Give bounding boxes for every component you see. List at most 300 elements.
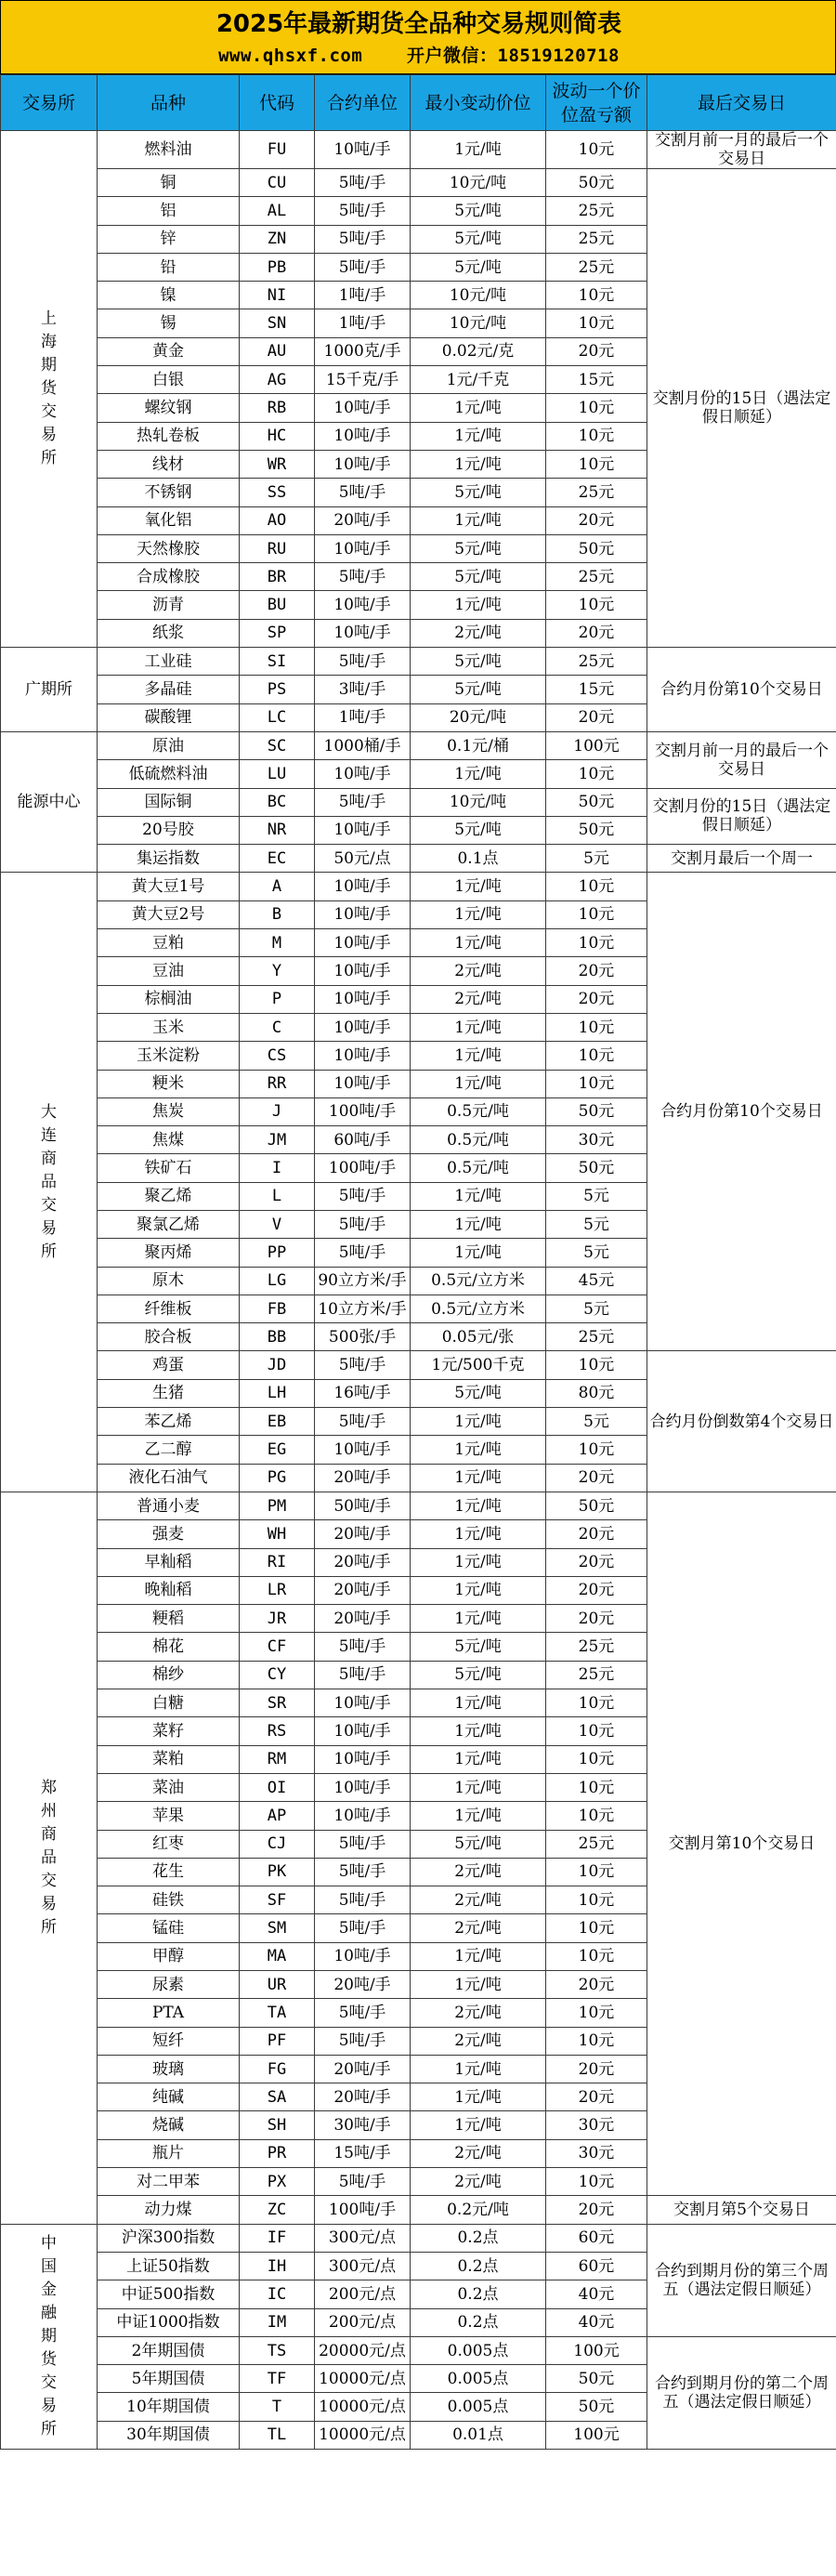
tick-value-cell: 40元 (546, 2280, 647, 2308)
tick-size-cell: 1元/吨 (411, 1605, 546, 1633)
last-trading-day-cell: 合约到期月份的第二个周五（遇法定假日顺延） (647, 2336, 836, 2449)
table-row (1, 2196, 836, 2224)
contract-unit-cell: 10吨/手 (315, 131, 411, 169)
tick-value-cell: 25元 (546, 225, 647, 253)
code-cell: PB (240, 253, 315, 281)
tick-size-cell: 10元/吨 (411, 282, 546, 309)
tick-value-cell: 100元 (546, 2421, 647, 2449)
code-cell: TL (240, 2421, 315, 2449)
tick-size-cell: 0.5元/吨 (411, 1097, 546, 1125)
contract-unit-cell: 100吨/手 (315, 2196, 411, 2224)
last-trading-day-cell: 合约月份第10个交易日 (647, 873, 836, 1351)
tick-value-cell: 20元 (546, 703, 647, 731)
tick-value-cell: 50元 (546, 816, 647, 844)
product-cell: 铁矿石 (98, 1154, 240, 1182)
product-cell: 短纤 (98, 2027, 240, 2055)
last-trading-day-cell: 交割月份的15日（遇法定假日顺延） (647, 169, 836, 648)
page-subtitle: www.qhsxf.com 开户微信：18519120718 (218, 46, 620, 66)
code-cell: V (240, 1210, 315, 1238)
tick-value-cell: 25元 (546, 1661, 647, 1689)
header-code: 代码 (240, 75, 315, 131)
tick-size-cell: 1元/吨 (411, 1492, 546, 1519)
last-trading-day-cell: 交割月份的15日（遇法定假日顺延） (647, 788, 836, 845)
code-cell: BC (240, 788, 315, 816)
code-cell: ZC (240, 2196, 315, 2224)
product-cell: 硅铁 (98, 1886, 240, 1914)
contract-unit-cell: 300元/点 (315, 2224, 411, 2252)
product-cell: 聚丙烯 (98, 1239, 240, 1267)
tick-size-cell: 2元/吨 (411, 619, 546, 647)
tick-value-cell: 10元 (546, 1689, 647, 1717)
tick-value-cell: 5元 (546, 845, 647, 873)
contract-unit-cell: 20吨/手 (315, 1548, 411, 1576)
contract-unit-cell: 3吨/手 (315, 676, 411, 703)
tick-value-cell: 10元 (546, 1802, 647, 1830)
code-cell: SM (240, 1914, 315, 1942)
tick-value-cell: 10元 (546, 1858, 647, 1886)
product-cell: 白银 (98, 366, 240, 394)
code-cell: SN (240, 309, 315, 337)
product-cell: 胶合板 (98, 1323, 240, 1351)
tick-value-cell: 10元 (546, 1436, 647, 1464)
tick-value-cell: 10元 (546, 2027, 647, 2055)
tick-size-cell: 5元/吨 (411, 1661, 546, 1689)
contract-unit-cell: 10吨/手 (315, 1773, 411, 1801)
product-cell: 菜粕 (98, 1745, 240, 1773)
code-cell: SS (240, 479, 315, 506)
code-cell: A (240, 873, 315, 900)
tick-value-cell: 10元 (546, 309, 647, 337)
product-cell: 纤维板 (98, 1295, 240, 1322)
code-cell: C (240, 1013, 315, 1041)
product-cell: 普通小麦 (98, 1492, 240, 1519)
product-cell: 工业硅 (98, 648, 240, 676)
tick-value-cell: 10元 (546, 1070, 647, 1097)
code-cell: BB (240, 1323, 315, 1351)
product-cell: 5年期国债 (98, 2365, 240, 2393)
tick-value-cell: 5元 (546, 1210, 647, 1238)
contract-unit-cell: 10吨/手 (315, 1717, 411, 1745)
tick-value-cell: 50元 (546, 788, 647, 816)
contract-unit-cell: 5吨/手 (315, 253, 411, 281)
contract-unit-cell: 10000元/点 (315, 2393, 411, 2421)
tick-size-cell: 2元/吨 (411, 1886, 546, 1914)
contract-unit-cell: 10吨/手 (315, 816, 411, 844)
tick-value-cell: 45元 (546, 1267, 647, 1295)
title-banner (0, 0, 836, 74)
product-cell: 国际铜 (98, 788, 240, 816)
product-cell: 聚乙烯 (98, 1182, 240, 1210)
contract-unit-cell: 10吨/手 (315, 929, 411, 957)
code-cell: P (240, 985, 315, 1013)
code-cell: JD (240, 1351, 315, 1379)
code-cell: RU (240, 534, 315, 562)
tick-value-cell: 60元 (546, 2224, 647, 2252)
header-product: 品种 (98, 75, 240, 131)
product-cell: 沥青 (98, 591, 240, 619)
product-cell: 镍 (98, 282, 240, 309)
contract-unit-cell: 16吨/手 (315, 1379, 411, 1407)
tick-value-cell: 50元 (546, 169, 647, 197)
table-row (1, 1492, 836, 1519)
code-cell: PM (240, 1492, 315, 1519)
contract-unit-cell: 10吨/手 (315, 450, 411, 478)
contract-unit-cell: 20吨/手 (315, 2083, 411, 2111)
last-trading-day-cell: 交割月前一月的最后一个交易日 (647, 731, 836, 788)
product-cell: PTA (98, 1999, 240, 2027)
product-cell: 碳酸锂 (98, 703, 240, 731)
product-cell: 不锈钢 (98, 479, 240, 506)
contract-unit-cell: 10吨/手 (315, 1042, 411, 1070)
contract-unit-cell: 5吨/手 (315, 1830, 411, 1858)
tick-size-cell: 0.05元/张 (411, 1323, 546, 1351)
code-cell: CU (240, 169, 315, 197)
contract-unit-cell: 5吨/手 (315, 1408, 411, 1436)
code-cell: SI (240, 648, 315, 676)
tick-value-cell: 10元 (546, 1351, 647, 1379)
code-cell: PG (240, 1464, 315, 1492)
tick-size-cell: 1元/吨 (411, 2055, 546, 2083)
tick-size-cell: 1元/吨 (411, 1942, 546, 1970)
tick-value-cell: 10元 (546, 929, 647, 957)
code-cell: PF (240, 2027, 315, 2055)
tick-value-cell: 10元 (546, 591, 647, 619)
tick-value-cell: 10元 (546, 1717, 647, 1745)
table-body (1, 131, 836, 2450)
code-cell: PS (240, 676, 315, 703)
contract-unit-cell: 10吨/手 (315, 1802, 411, 1830)
product-cell: 棉纱 (98, 1661, 240, 1689)
tick-size-cell: 2元/吨 (411, 985, 546, 1013)
contract-unit-cell: 10吨/手 (315, 873, 411, 900)
code-cell: LU (240, 760, 315, 788)
code-cell: CF (240, 1633, 315, 1661)
code-cell: FG (240, 2055, 315, 2083)
product-cell: 纸浆 (98, 619, 240, 647)
code-cell: TS (240, 2336, 315, 2364)
code-cell: LH (240, 1379, 315, 1407)
tick-value-cell: 25元 (546, 648, 647, 676)
contract-unit-cell: 1000桶/手 (315, 731, 411, 759)
tick-value-cell: 25元 (546, 563, 647, 591)
exchange-cell (1, 648, 98, 732)
tick-value-cell: 10元 (546, 1942, 647, 1970)
contract-unit-cell: 10吨/手 (315, 591, 411, 619)
tick-size-cell: 0.2点 (411, 2252, 546, 2280)
contract-unit-cell: 1吨/手 (315, 282, 411, 309)
tick-size-cell: 1元/吨 (411, 1745, 546, 1773)
code-cell: EC (240, 845, 315, 873)
contract-unit-cell: 30吨/手 (315, 2111, 411, 2139)
product-cell: 铅 (98, 253, 240, 281)
header-tick-value: 波动一个价位盈亏额 (546, 75, 647, 131)
tick-value-cell: 20元 (546, 957, 647, 985)
code-cell: FB (240, 1295, 315, 1322)
product-cell: 黄金 (98, 337, 240, 365)
product-cell: 铜 (98, 169, 240, 197)
contract-unit-cell: 10吨/手 (315, 1689, 411, 1717)
product-cell: 线材 (98, 450, 240, 478)
tick-size-cell: 1元/吨 (411, 450, 546, 478)
tick-size-cell: 1元/吨 (411, 1576, 546, 1604)
tick-size-cell: 1元/吨 (411, 1802, 546, 1830)
exchange-name: 广期所 (25, 679, 72, 699)
contract-unit-cell: 10吨/手 (315, 760, 411, 788)
exchange-cell (1, 131, 98, 648)
tick-value-cell: 20元 (546, 506, 647, 534)
contract-unit-cell: 20吨/手 (315, 1971, 411, 1999)
tick-size-cell: 1元/千克 (411, 366, 546, 394)
tick-size-cell: 2元/吨 (411, 1914, 546, 1942)
tick-value-cell: 10元 (546, 2168, 647, 2196)
product-cell: 原木 (98, 1267, 240, 1295)
contract-unit-cell: 10吨/手 (315, 1436, 411, 1464)
tick-size-cell: 2元/吨 (411, 2168, 546, 2196)
tick-size-cell: 5元/吨 (411, 1633, 546, 1661)
tick-size-cell: 1元/吨 (411, 760, 546, 788)
contract-unit-cell: 10吨/手 (315, 619, 411, 647)
contract-unit-cell: 5吨/手 (315, 788, 411, 816)
tick-size-cell: 0.2点 (411, 2308, 546, 2336)
product-cell: 集运指数 (98, 845, 240, 873)
tick-size-cell: 1元/吨 (411, 929, 546, 957)
tick-value-cell: 80元 (546, 1379, 647, 1407)
tick-size-cell: 1元/吨 (411, 1971, 546, 1999)
tick-size-cell: 5元/吨 (411, 816, 546, 844)
tick-value-cell: 30元 (546, 2139, 647, 2167)
code-cell: PK (240, 1858, 315, 1886)
table-row (1, 648, 836, 676)
tick-value-cell: 30元 (546, 1126, 647, 1154)
contract-unit-cell: 10吨/手 (315, 394, 411, 422)
product-cell: 粳米 (98, 1070, 240, 1097)
contract-unit-cell: 10吨/手 (315, 422, 411, 450)
contract-unit-cell: 15吨/手 (315, 2139, 411, 2167)
last-trading-day-cell: 合约到期月份的第三个周五（遇法定假日顺延） (647, 2224, 836, 2336)
contract-unit-cell: 500张/手 (315, 1323, 411, 1351)
tick-value-cell: 20元 (546, 2083, 647, 2111)
tick-size-cell: 5元/吨 (411, 253, 546, 281)
tick-size-cell: 1元/吨 (411, 1013, 546, 1041)
tick-size-cell: 2元/吨 (411, 1999, 546, 2027)
tick-value-cell: 15元 (546, 366, 647, 394)
tick-value-cell: 20元 (546, 1576, 647, 1604)
product-cell: 生猪 (98, 1379, 240, 1407)
tick-value-cell: 30元 (546, 2111, 647, 2139)
code-cell: T (240, 2393, 315, 2421)
product-cell: 中证500指数 (98, 2280, 240, 2308)
tick-size-cell: 1元/吨 (411, 873, 546, 900)
code-cell: PP (240, 1239, 315, 1267)
contract-unit-cell: 5吨/手 (315, 1661, 411, 1689)
tick-size-cell: 1元/吨 (411, 394, 546, 422)
tick-value-cell: 10元 (546, 282, 647, 309)
tick-size-cell: 2元/吨 (411, 1858, 546, 1886)
tick-value-cell: 50元 (546, 1154, 647, 1182)
product-cell: 多晶硅 (98, 676, 240, 703)
tick-size-cell: 1元/吨 (411, 1520, 546, 1548)
table-row (1, 845, 836, 873)
contract-unit-cell: 5吨/手 (315, 1239, 411, 1267)
code-cell: IH (240, 2252, 315, 2280)
tick-size-cell: 1元/吨 (411, 422, 546, 450)
contract-unit-cell: 5吨/手 (315, 1182, 411, 1210)
code-cell: CJ (240, 1830, 315, 1858)
product-cell: 黄大豆2号 (98, 900, 240, 928)
code-cell: RB (240, 394, 315, 422)
code-cell: L (240, 1182, 315, 1210)
contract-unit-cell: 5吨/手 (315, 2027, 411, 2055)
tick-value-cell: 25元 (546, 1323, 647, 1351)
code-cell: I (240, 1154, 315, 1182)
product-cell: 烧碱 (98, 2111, 240, 2139)
contract-unit-cell: 90立方米/手 (315, 1267, 411, 1295)
contract-unit-cell: 10吨/手 (315, 1745, 411, 1773)
contract-unit-cell: 20吨/手 (315, 1576, 411, 1604)
tick-size-cell: 5元/吨 (411, 1830, 546, 1858)
contract-unit-cell: 5吨/手 (315, 1999, 411, 2027)
tick-size-cell: 5元/吨 (411, 197, 546, 225)
product-cell: 尿素 (98, 1971, 240, 1999)
code-cell: ZN (240, 225, 315, 253)
last-trading-day-cell: 交割月第5个交易日 (647, 2196, 836, 2224)
tick-value-cell: 25元 (546, 1830, 647, 1858)
table-row (1, 131, 836, 169)
product-cell: 鸡蛋 (98, 1351, 240, 1379)
tick-value-cell: 40元 (546, 2308, 647, 2336)
product-cell: 聚氯乙烯 (98, 1210, 240, 1238)
product-cell: 铝 (98, 197, 240, 225)
code-cell: IF (240, 2224, 315, 2252)
contract-unit-cell: 60吨/手 (315, 1126, 411, 1154)
last-trading-day-cell: 交割月前一月的最后一个交易日 (647, 131, 836, 169)
code-cell: WH (240, 1520, 315, 1548)
exchange-name: 上海期货交易所 (41, 309, 57, 468)
contract-unit-cell: 5吨/手 (315, 2168, 411, 2196)
tick-size-cell: 5元/吨 (411, 563, 546, 591)
tick-value-cell: 15元 (546, 676, 647, 703)
product-cell: 中证1000指数 (98, 2308, 240, 2336)
product-cell: 锰硅 (98, 1914, 240, 1942)
code-cell: B (240, 900, 315, 928)
code-cell: SP (240, 619, 315, 647)
tick-size-cell: 0.5元/吨 (411, 1154, 546, 1182)
product-cell: 锌 (98, 225, 240, 253)
exchange-name: 大连商品交易所 (41, 1102, 57, 1261)
tick-value-cell: 5元 (546, 1239, 647, 1267)
tick-value-cell: 5元 (546, 1182, 647, 1210)
product-cell: 螺纹钢 (98, 394, 240, 422)
code-cell: MA (240, 1942, 315, 1970)
product-cell: 氧化铝 (98, 506, 240, 534)
contract-unit-cell: 1吨/手 (315, 309, 411, 337)
tick-size-cell: 0.1点 (411, 845, 546, 873)
tick-value-cell: 10元 (546, 873, 647, 900)
tick-size-cell: 1元/吨 (411, 1408, 546, 1436)
tick-value-cell: 50元 (546, 1097, 647, 1125)
product-cell: 2年期国债 (98, 2336, 240, 2364)
contract-unit-cell: 5吨/手 (315, 648, 411, 676)
product-cell: 粳稻 (98, 1605, 240, 1633)
tick-size-cell: 0.02元/克 (411, 337, 546, 365)
contract-unit-cell: 10吨/手 (315, 1070, 411, 1097)
product-cell: 合成橡胶 (98, 563, 240, 591)
product-cell: 纯碱 (98, 2083, 240, 2111)
tick-size-cell: 0.2点 (411, 2280, 546, 2308)
tick-value-cell: 20元 (546, 1520, 647, 1548)
product-cell: 锡 (98, 309, 240, 337)
contract-unit-cell: 200元/点 (315, 2308, 411, 2336)
contract-unit-cell: 100吨/手 (315, 1097, 411, 1125)
table-row (1, 873, 836, 900)
product-cell: 20号胶 (98, 816, 240, 844)
exchange-cell (1, 873, 98, 1492)
tick-size-cell: 1元/吨 (411, 1182, 546, 1210)
contract-unit-cell: 10吨/手 (315, 1013, 411, 1041)
product-cell: 苯乙烯 (98, 1408, 240, 1436)
contract-unit-cell: 20吨/手 (315, 2055, 411, 2083)
product-cell: 低硫燃料油 (98, 760, 240, 788)
code-cell: PR (240, 2139, 315, 2167)
tick-size-cell: 1元/吨 (411, 506, 546, 534)
tick-value-cell: 10元 (546, 450, 647, 478)
code-cell: AG (240, 366, 315, 394)
exchange-name: 能源中心 (17, 793, 81, 812)
tick-value-cell: 5元 (546, 1408, 647, 1436)
product-cell: 燃料油 (98, 131, 240, 169)
tick-size-cell: 10元/吨 (411, 788, 546, 816)
product-cell: 菜籽 (98, 1717, 240, 1745)
product-cell: 瓶片 (98, 2139, 240, 2167)
product-cell: 上证50指数 (98, 2252, 240, 2280)
contract-unit-cell: 20000元/点 (315, 2336, 411, 2364)
code-cell: EB (240, 1408, 315, 1436)
product-cell: 玉米 (98, 1013, 240, 1041)
product-cell: 液化石油气 (98, 1464, 240, 1492)
contract-unit-cell: 300元/点 (315, 2252, 411, 2280)
exchange-name: 中国金融期货交易所 (41, 2233, 57, 2438)
last-trading-day-cell: 交割月最后一个周一 (647, 845, 836, 873)
tick-size-cell: 2元/吨 (411, 957, 546, 985)
code-cell: AP (240, 1802, 315, 1830)
tick-value-cell: 50元 (546, 2393, 647, 2421)
tick-value-cell: 20元 (546, 1464, 647, 1492)
code-cell: WR (240, 450, 315, 478)
tick-size-cell: 0.5元/吨 (411, 1126, 546, 1154)
contract-unit-cell: 10吨/手 (315, 534, 411, 562)
exchange-name: 郑州商品交易所 (41, 1778, 57, 1937)
product-cell: 乙二醇 (98, 1436, 240, 1464)
tick-size-cell: 1元/吨 (411, 591, 546, 619)
tick-value-cell: 10元 (546, 131, 647, 169)
table-row (1, 169, 836, 197)
product-cell: 热轧卷板 (98, 422, 240, 450)
table-row (1, 788, 836, 816)
last-trading-day-cell: 交割月第10个交易日 (647, 1492, 836, 2195)
tick-value-cell: 25元 (546, 1633, 647, 1661)
futures-rules-table (0, 74, 836, 2450)
product-cell: 花生 (98, 1858, 240, 1886)
tick-size-cell: 1元/吨 (411, 1717, 546, 1745)
product-cell: 原油 (98, 731, 240, 759)
code-cell: AU (240, 337, 315, 365)
tick-size-cell: 0.005点 (411, 2365, 546, 2393)
code-cell: LG (240, 1267, 315, 1295)
code-cell: RI (240, 1548, 315, 1576)
code-cell: OI (240, 1773, 315, 1801)
tick-size-cell: 0.005点 (411, 2336, 546, 2364)
code-cell: AL (240, 197, 315, 225)
